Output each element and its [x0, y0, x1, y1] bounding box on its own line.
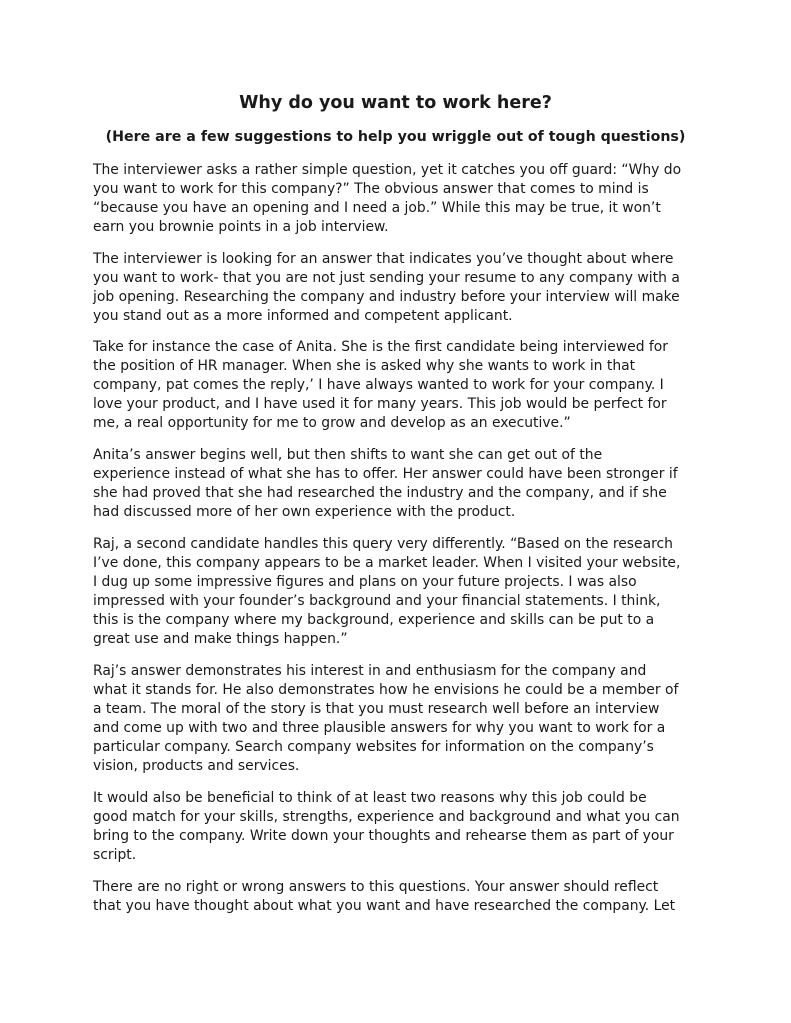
text-line: you stand out as a more informed and competent applicant. [93, 308, 513, 324]
text-line: she had proved that she had researched the industry and the company, and if she [93, 485, 667, 501]
paragraph-raj-analysis [93, 662, 705, 776]
text-line: There are no right or wrong answers to this questions. Your answer should reflect [93, 879, 659, 895]
paragraph-anita-analysis [93, 446, 705, 522]
text-line: you want to work- that you are not just sending your resume to any company with a [93, 270, 680, 286]
text-line: vision, products and services. [93, 758, 300, 774]
paragraph-reasons [93, 789, 705, 865]
text-line: The interviewer asks a rather simple question, yet it catches you off guard: “Why do [93, 162, 682, 178]
text-line: Anita’s answer begins well, but then shifts to want she can get out of the [93, 447, 603, 463]
text-line: company, pat comes the reply,’ I have always wanted to work for your company. I [93, 377, 664, 393]
paragraph-raj-case [93, 535, 705, 649]
text-line: job opening. Researching the company and industry before your interview will make [93, 289, 680, 305]
text-line: “because you have an opening and I need a job.” While this may be true, it won’t [93, 200, 661, 216]
text-line: me, a real opportunity for me to grow and develop as an executive.” [93, 415, 571, 431]
paragraph-intro [93, 161, 705, 237]
text-line: The interviewer is looking for an answer that indicates you’ve thought about where [93, 251, 674, 267]
text-line: particular company. Search company websites for information on the company’s [93, 739, 654, 755]
text-line: I’ve done, this company appears to be a market leader. When I visited your website, [93, 555, 681, 571]
text-line: love your product, and I have used it for many years. This job would be perfect for [93, 396, 667, 412]
page-title: Why do you want to work here? [239, 93, 552, 113]
text-line: Raj, a second candidate handles this query very differently. “Based on the research [93, 536, 673, 552]
text-line: Raj’s answer demonstrates his interest in and enthusiasm for the company and [93, 663, 647, 679]
text-line: this is the company where my background, experience and skills can be put to a [93, 612, 655, 628]
text-line: that you have thought about what you want and have researched the company. Let [93, 898, 676, 914]
text-line: experience instead of what she has to offer. Her answer could have been stronger if [93, 466, 678, 482]
page-subtitle: (Here are a few suggestions to help you wriggle out of tough questions) [105, 129, 686, 145]
text-line: a team. The moral of the story is that you must research well before an interview [93, 701, 660, 717]
paragraph-conclusion [93, 878, 705, 916]
text-line: you want to work for this company?” The obvious answer that comes to mind is [93, 181, 649, 197]
text-line: had discussed more of her own experience with the product. [93, 504, 516, 520]
text-line: good match for your skills, strengths, experience and background and what you can [93, 809, 680, 825]
text-line: and come up with two and three plausible answers for why you want to work for a [93, 720, 666, 736]
text-line: I dug up some impressive figures and plans on your future projects. I was also [93, 574, 637, 590]
text-line: great use and make things happen.” [93, 631, 348, 647]
text-line: the position of HR manager. When she is asked why she wants to work in that [93, 358, 636, 374]
text-line: impressed with your founder’s background and your financial statements. I think, [93, 593, 661, 609]
paragraph-anita-case [93, 338, 705, 433]
text-line: what it stands for. He also demonstrates how he envisions he could be a member of [93, 682, 679, 698]
paragraph-interviewer-expectation [93, 250, 705, 326]
text-line: It would also be beneficial to think of at least two reasons why this job could be [93, 790, 647, 806]
text-line: bring to the company. Write down your thoughts and rehearse them as part of your [93, 828, 674, 844]
text-line: script. [93, 847, 137, 863]
text-line: earn you brownie points in a job interview. [93, 219, 389, 235]
text-line: Take for instance the case of Anita. She is the first candidate being interviewed for [93, 339, 669, 355]
